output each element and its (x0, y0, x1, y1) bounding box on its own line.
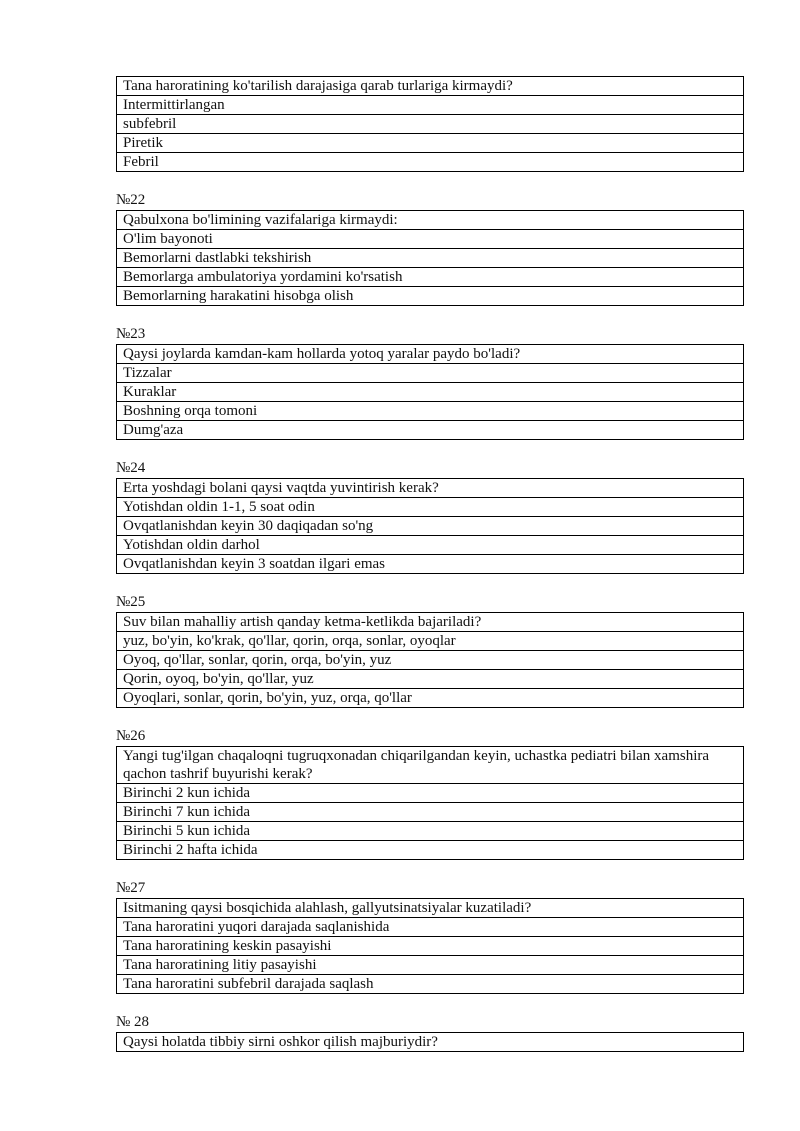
question-block-27 (116, 898, 744, 994)
answer-option: Ovqatlanishdan keyin 3 soatdan ilgari emas (117, 555, 744, 574)
question-text: Suv bilan mahalliy artish qanday ketma-ketlikda bajariladi? (117, 613, 744, 632)
answer-option: Piretik (117, 134, 744, 153)
answer-option: Bemorlarga ambulatoriya yordamini ko'rsatish (117, 268, 744, 287)
question-number: №25 (116, 594, 146, 610)
question-number: №23 (116, 326, 146, 342)
answer-option: Febril (117, 153, 744, 172)
answer-option: Boshning orqa tomoni (117, 402, 744, 421)
question-text: Qabulxona bo'limining vazifalariga kirmaydi: (117, 211, 744, 230)
answer-option: Ovqatlanishdan keyin 30 daqiqadan so'ng (117, 517, 744, 536)
answer-option: Birinchi 2 hafta ichida (117, 841, 744, 860)
question-table (116, 746, 744, 860)
question-table (116, 76, 744, 172)
question-table (116, 344, 744, 440)
question-text: Erta yoshdagi bolani qaysi vaqtda yuvintirish kerak? (117, 479, 744, 498)
question-block-21 (116, 76, 744, 172)
question-text: Tana haroratining ko'tarilish darajasiga qarab turlariga kirmaydi? (117, 77, 744, 96)
answer-option: O'lim bayonoti (117, 230, 744, 249)
question-block-25 (116, 612, 744, 708)
question-block-22 (116, 210, 744, 306)
question-text: Qaysi joylarda kamdan-kam hollarda yotoq yaralar paydo bo'ladi? (117, 345, 744, 364)
question-table (116, 898, 744, 994)
answer-option: Oyoqlari, sonlar, qorin, bo'yin, yuz, orqa, qo'llar (117, 689, 744, 708)
question-table (116, 612, 744, 708)
answer-option: Tana haroratining litiy pasayishi (117, 956, 744, 975)
question-number: №26 (116, 728, 146, 744)
question-number: №24 (116, 460, 146, 476)
answer-option: Bemorlarni dastlabki tekshirish (117, 249, 744, 268)
answer-option: Yotishdan oldin darhol (117, 536, 744, 555)
question-number: №27 (116, 880, 146, 896)
answer-option: yuz, bo'yin, ko'krak, qo'llar, qorin, orqa, sonlar, oyoqlar (117, 632, 744, 651)
answer-option: subfebril (117, 115, 744, 134)
question-block-23 (116, 344, 744, 440)
answer-option: Qorin, oyoq, bo'yin, qo'llar, yuz (117, 670, 744, 689)
question-block-24 (116, 478, 744, 574)
answer-option: Birinchi 2 kun ichida (117, 784, 744, 803)
answer-option: Oyoq, qo'llar, sonlar, qorin, orqa, bo'yin, yuz (117, 651, 744, 670)
answer-option: Tana haroratini yuqori darajada saqlanishida (117, 918, 744, 937)
answer-option: Tana haroratining keskin pasayishi (117, 937, 744, 956)
question-text: Qaysi holatda tibbiy sirni oshkor qilish majburiydir? (117, 1033, 744, 1052)
question-block-26 (116, 746, 744, 860)
answer-option: Birinchi 7 kun ichida (117, 803, 744, 822)
answer-option: Tana haroratini subfebril darajada saqlash (117, 975, 744, 994)
question-number: № 28 (116, 1014, 150, 1030)
answer-option: Kuraklar (117, 383, 744, 402)
question-number: №22 (116, 192, 146, 208)
question-table (116, 1032, 744, 1052)
answer-option: Dumg'aza (117, 421, 744, 440)
answer-option: Yotishdan oldin 1-1, 5 soat odin (117, 498, 744, 517)
question-table (116, 478, 744, 574)
question-block-28 (116, 1032, 744, 1052)
answer-option: Tizzalar (117, 364, 744, 383)
question-table (116, 210, 744, 306)
question-text: Yangi tug'ilgan chaqaloqni tugruqxonadan chiqarilgandan keyin, uchastka pediatri bilan xamshira qachon tashrif buyurishi kerak? (117, 747, 744, 784)
answer-option: Bemorlarning harakatini hisobga olish (117, 287, 744, 306)
answer-option: Intermittirlangan (117, 96, 744, 115)
question-text: Isitmaning qaysi bosqichida alahlash, gallyutsinatsiyalar kuzatiladi? (117, 899, 744, 918)
answer-option: Birinchi 5 kun ichida (117, 822, 744, 841)
